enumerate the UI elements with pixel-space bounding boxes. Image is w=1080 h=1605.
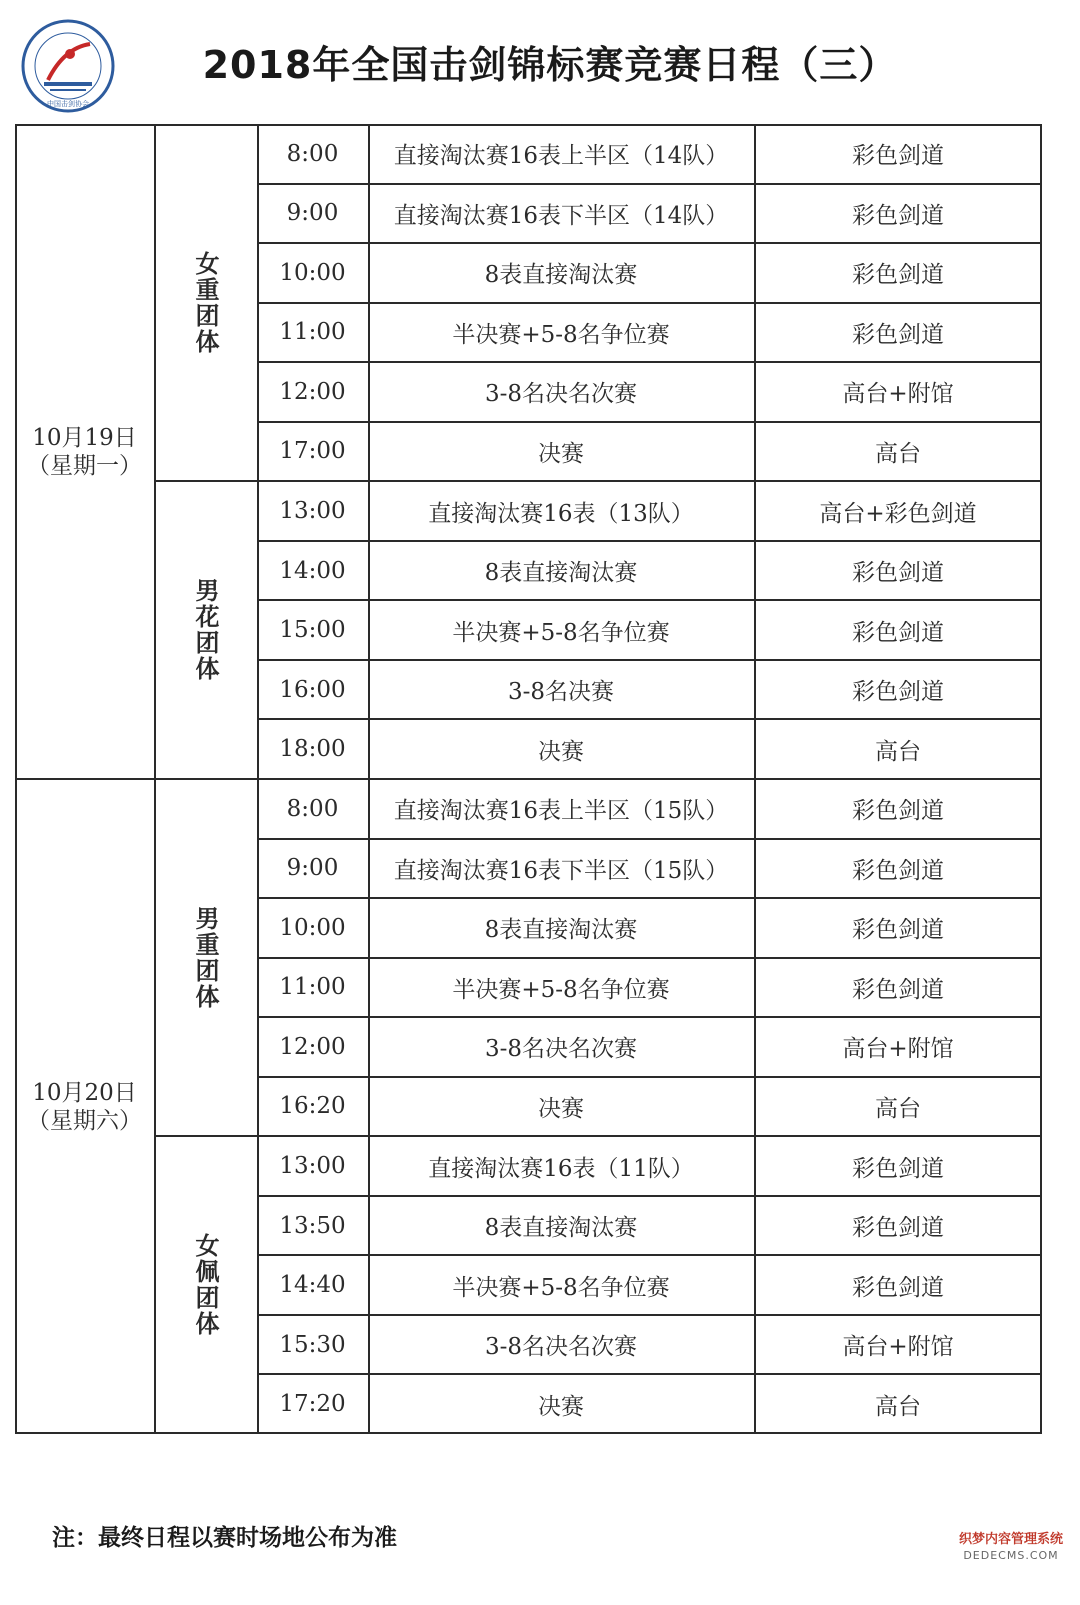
- round-cell: 3-8名决名次赛: [484, 1334, 638, 1361]
- time-cell: 11:00: [279, 974, 346, 1001]
- time-cell: 12:00: [279, 378, 346, 405]
- date-label: 10月19日: [32, 424, 137, 451]
- time-cell: 17:20: [279, 1391, 346, 1418]
- time-cell: 11:00: [279, 319, 346, 346]
- event-name-cell: 女重团体: [191, 250, 219, 355]
- round-cell: 直接淘汰赛16表（13队）: [428, 500, 694, 527]
- round-cell: 直接淘汰赛16表上半区（14队）: [393, 143, 729, 170]
- fencing-association-logo: [20, 18, 116, 114]
- time-cell: 13:50: [279, 1212, 346, 1239]
- round-cell: 8表直接淘汰赛: [484, 1215, 638, 1242]
- venue-cell: 高台: [875, 1393, 921, 1420]
- venue-cell: 彩色剑道: [852, 1274, 944, 1301]
- date-label: 10月20日: [32, 1079, 137, 1106]
- date-cell: [15, 779, 154, 1434]
- time-cell: 10:00: [279, 259, 346, 286]
- venue-cell: 高台+附馆: [842, 381, 954, 408]
- time-cell: 18:00: [279, 736, 346, 763]
- round-cell: 半决赛+5-8名争位赛: [452, 619, 670, 646]
- round-cell: 决赛: [538, 440, 584, 467]
- date-cell: [15, 124, 154, 779]
- venue-cell: 彩色剑道: [852, 321, 944, 348]
- time-cell: 14:00: [279, 557, 346, 584]
- venue-cell: 高台+彩色剑道: [819, 500, 977, 527]
- time-cell: 10:00: [279, 914, 346, 941]
- time-cell: 13:00: [279, 498, 346, 525]
- venue-cell: 彩色剑道: [852, 976, 944, 1003]
- time-cell: 14:40: [279, 1272, 346, 1299]
- venue-cell: 彩色剑道: [852, 143, 944, 170]
- watermark-line2: DEDECMS.COM: [963, 1549, 1059, 1562]
- time-cell: 8:00: [286, 140, 339, 167]
- round-cell: 决赛: [538, 1393, 584, 1420]
- round-cell: 3-8名决名次赛: [484, 381, 638, 408]
- venue-cell: 彩色剑道: [852, 560, 944, 587]
- venue-cell: 彩色剑道: [852, 917, 944, 944]
- venue-cell: 彩色剑道: [852, 262, 944, 289]
- venue-cell: 彩色剑道: [852, 619, 944, 646]
- time-cell: 17:00: [279, 438, 346, 465]
- round-cell: 决赛: [538, 738, 584, 765]
- time-cell: 8:00: [286, 795, 339, 822]
- venue-cell: 彩色剑道: [852, 1155, 944, 1182]
- venue-cell: 高台: [875, 738, 921, 765]
- round-cell: 8表直接淘汰赛: [484, 560, 638, 587]
- round-cell: 直接淘汰赛16表下半区（14队）: [393, 202, 729, 229]
- round-cell: 决赛: [538, 1095, 584, 1122]
- venue-cell: 彩色剑道: [852, 1215, 944, 1242]
- weekday-label: （星期六）: [27, 1107, 142, 1134]
- round-cell: 3-8名决赛: [507, 679, 615, 706]
- round-cell: 8表直接淘汰赛: [484, 917, 638, 944]
- schedule-table: [15, 124, 1042, 1434]
- time-cell: 9:00: [286, 855, 339, 882]
- venue-cell: 彩色剑道: [852, 857, 944, 884]
- round-cell: 8表直接淘汰赛: [484, 262, 638, 289]
- round-cell: 半决赛+5-8名争位赛: [452, 976, 670, 1003]
- page-title: 2018年全国击剑锦标赛竞赛日程（三）: [202, 43, 898, 87]
- time-cell: 13:00: [279, 1153, 346, 1180]
- venue-cell: 高台+附馆: [842, 1334, 954, 1361]
- round-cell: 直接淘汰赛16表下半区（15队）: [393, 857, 729, 884]
- time-cell: 9:00: [286, 200, 339, 227]
- round-cell: 半决赛+5-8名争位赛: [452, 1274, 670, 1301]
- weekday-label: （星期一）: [27, 452, 142, 479]
- schedule-note: 注：最终日程以赛时场地公布为准: [52, 1525, 397, 1551]
- time-cell: 16:00: [279, 676, 346, 703]
- round-cell: 直接淘汰赛16表上半区（15队）: [393, 798, 729, 825]
- venue-cell: 高台: [875, 440, 921, 467]
- time-cell: 15:30: [279, 1331, 346, 1358]
- time-cell: 12:00: [279, 1033, 346, 1060]
- time-cell: 15:00: [279, 617, 346, 644]
- event-name-cell: 女佩团体: [191, 1233, 219, 1338]
- venue-cell: 彩色剑道: [852, 679, 944, 706]
- time-cell: 16:20: [279, 1093, 346, 1120]
- venue-cell: 彩色剑道: [852, 798, 944, 825]
- event-name-cell: 男重团体: [191, 905, 219, 1010]
- round-cell: 半决赛+5-8名争位赛: [452, 321, 670, 348]
- venue-cell: 高台: [875, 1095, 921, 1122]
- venue-cell: 高台+附馆: [842, 1036, 954, 1063]
- svg-text:中国击剑协会: 中国击剑协会: [47, 100, 89, 108]
- event-name-cell: 男花团体: [191, 578, 219, 683]
- round-cell: 直接淘汰赛16表（11队）: [428, 1155, 694, 1182]
- venue-cell: 彩色剑道: [852, 202, 944, 229]
- watermark: [948, 1532, 1074, 1564]
- watermark-line1: 织梦内容管理系统: [958, 1532, 1063, 1547]
- round-cell: 3-8名决名次赛: [484, 1036, 638, 1063]
